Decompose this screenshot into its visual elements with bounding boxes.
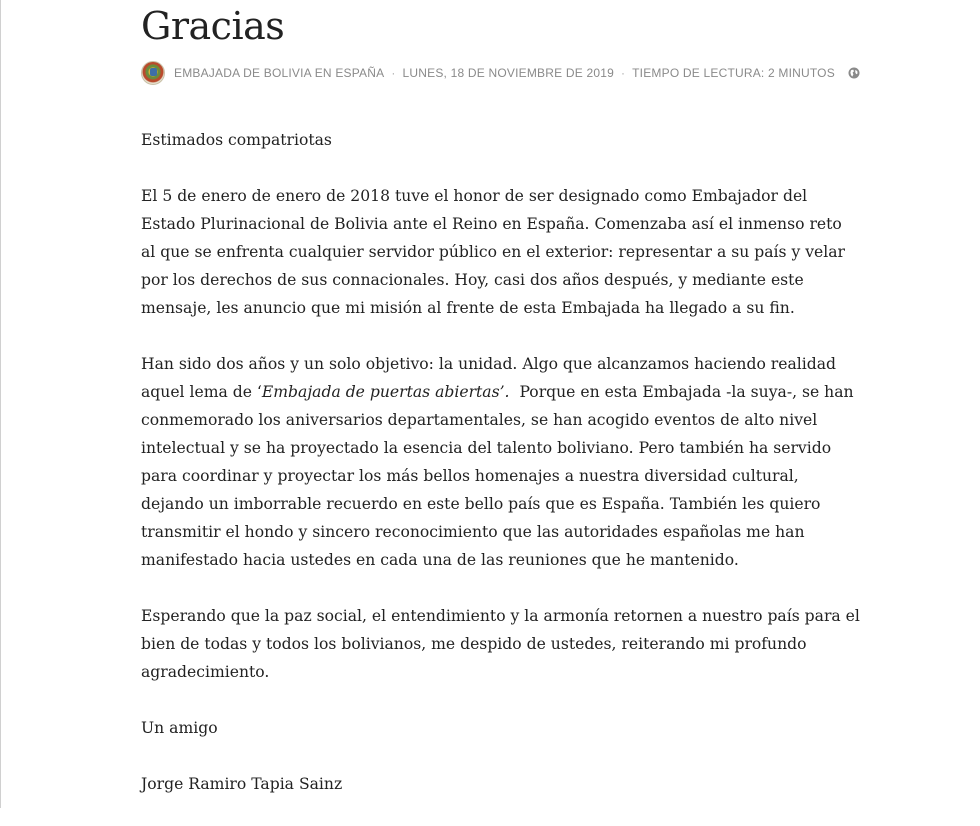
post-title[interactable]: Gracias [141,4,285,48]
post-meta [141,60,861,86]
post-date[interactable]: LUNES, 18 DE NOVIEMBRE DE 2019 [402,66,614,80]
globe-icon[interactable] [848,67,860,79]
page-left-border [0,0,1,808]
bolivia-coat-of-arms-icon[interactable] [141,61,165,85]
meta-separator: · [620,66,626,80]
paragraph-2-rest: Porque en esta Embajada -la suya-, se han conmemorado los aniversarios departamentales, se han acogido eventos de alto nivel intelectual y se ha proyectado la esencia del talento boliviano. Pero también ha servido para coordinar y proyectar los más bellos homenajes a nuestra diversidad cultural, dejando un imborrable recuerdo en este bello país que es España. También les quiero transmitir el hondo y sincero reconocimiento que las autoridades españolas me han manifestado hacia ustedes en cada una de las reuniones que he mantenido. [141,383,859,569]
post-author[interactable]: EMBAJADA DE BOLIVIA EN ESPAÑA [174,66,385,80]
meta-separator: · [391,66,396,80]
post-body [141,126,861,826]
paragraph-2 [141,350,861,574]
paragraph-2-slogan: Embajada de puertas abiertas’. [261,383,510,401]
paragraph-2-intro: Han sido dos años y un solo objetivo: la unidad. Algo que alcanzamos haciendo realidad aquel lema de ‘ [141,355,837,401]
signature: Jorge Ramiro Tapia Sainz [141,775,343,793]
paragraph-1: El 5 de enero de enero de 2018 tuve el honor de ser designado como Embajador del Estado Plurinacional de Bolivia ante el Reino en España. Comenzaba así el inmenso reto al que se enfrenta cualquier servidor público en el exterior: representar a su país y velar por los derechos de sus connacionales. Hoy, casi dos años después, y mediante este mensaje, les anuncio que mi misión al frente de esta Embajada ha llegado a su fin. [141,187,845,317]
paragraph-3: Esperando que la paz social, el entendimiento y la armonía retornen a nuestro país para el bien de todas y todos los bolivianos, me despido de ustedes, reiterando mi profundo agradecimiento. [141,607,860,681]
closing: Un amigo [141,719,218,737]
greeting: Estimados compatriotas [141,131,332,149]
reading-time: TIEMPO DE LECTURA: 2 MINUTOS [632,66,835,80]
